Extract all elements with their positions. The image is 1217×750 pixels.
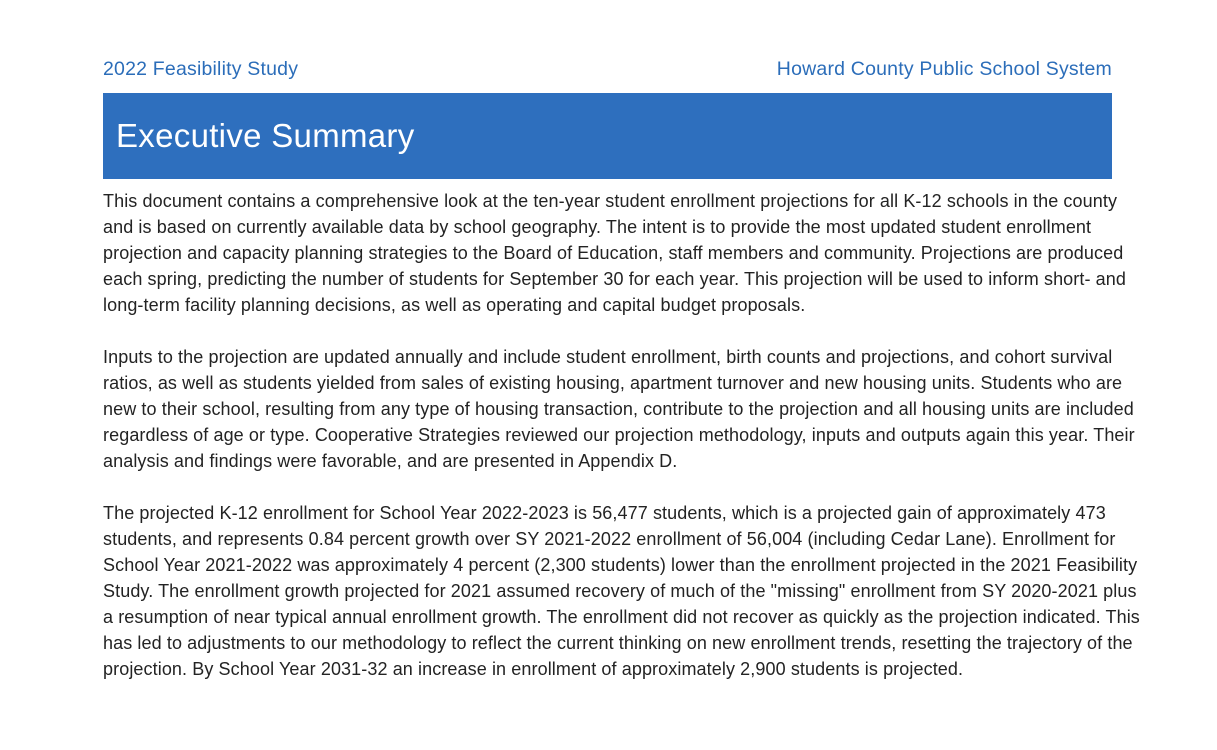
section-banner	[103, 93, 1112, 179]
body-paragraph: The projected K-12 enrollment for School Year 2022-2023 is 56,477 students, which is a projected gain of approximately 473 students, and represents 0.84 percent growth over SY 2021-2022 enrollment of 56,004 (including Cedar Lane). Enrollment for School Year 2021-2022 was approximately 4 percent (2,300 students) lower than the enrollment projected in the 2021 Feasibility Study. The enrollment growth projected for 2021 assumed recovery of much of the "missing" enrollment from SY 2020-2021 plus a resumption of near typical annual enrollment growth. The enrollment did not recover as quickly as the projection indicated. This has led to adjustments to our methodology to reflect the current thinking on new enrollment trends, resetting the trajectory of the projection. By School Year 2031-32 an increase in enrollment of approximately 2,900 students is projected.	[103, 503, 1140, 679]
document-body	[103, 188, 1147, 708]
section-title: Executive Summary	[116, 117, 415, 154]
page-header	[103, 58, 1112, 81]
body-paragraph: This document contains a comprehensive look at the ten-year student enrollment projections for all K-12 schools in the county and is based on currently available data by school geography. The intent is to provide the most updated student enrollment projection and capacity planning strategies to the Board of Education, staff members and community. Projections are produced each spring, predicting the number of students for September 30 for each year. This projection will be used to inform short- and long-term facility planning decisions, as well as operating and capital budget proposals.	[103, 191, 1127, 315]
header-right-title: Howard County Public School System	[776, 58, 1112, 80]
body-paragraph: Inputs to the projection are updated annually and include student enrollment, birth counts and projections, and cohort survival ratios, as well as students yielded from sales of existing housing, apartment turnover and new housing units. Students who are new to their school, resulting from any type of housing transaction, contribute to the projection and all housing units are included regardless of age or type. Cooperative Strategies reviewed our projection methodology, inputs and outputs again this year. Their analysis and findings were favorable, and are presented in Appendix D.	[103, 347, 1135, 471]
header-left-title: 2022 Feasibility Study	[103, 58, 299, 80]
